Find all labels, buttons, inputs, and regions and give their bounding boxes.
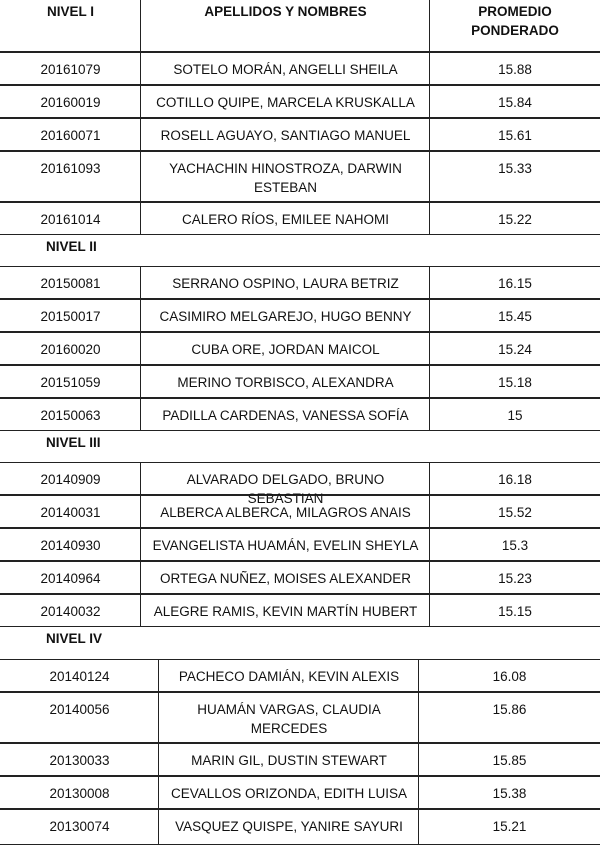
student-average: 16.15 [429,266,600,299]
student-code: 20130074 [0,809,159,845]
level-heading [0,627,600,659]
student-name: HUAMÁN VARGAS, CLAUDIA MERCEDES [158,692,419,743]
student-name: ROSELL AGUAYO, SANTIAGO MANUEL [140,118,430,151]
table-row [0,495,600,528]
table-row [0,528,600,561]
student-name: CEVALLOS ORIZONDA, EDITH LUISA [158,776,419,809]
student-average: 15.18 [429,365,600,398]
student-average: 15.33 [429,151,600,202]
student-name: PADILLA CARDENAS, VANESSA SOFÍA [140,398,430,431]
student-name: CUBA ORE, JORDAN MAICOL [140,332,430,365]
table-row [0,809,600,845]
student-name: ALBERCA ALBERCA, MILAGROS ANAIS [140,495,430,528]
student-name: CALERO RÍOS, EMILEE NAHOMI [140,202,430,235]
table-row [0,561,600,594]
table-row [0,266,600,299]
table-row [0,398,600,431]
student-code: 20150063 [0,398,141,431]
level-title: NIVEL II [46,239,97,254]
student-code: 20161093 [0,151,141,202]
student-name: SERRANO OSPINO, LAURA BETRIZ [140,266,430,299]
student-code: 20140032 [0,594,141,627]
student-code: 20160019 [0,85,141,118]
student-average: 16.08 [418,659,600,692]
student-code: 20161014 [0,202,141,235]
table-row [0,202,600,235]
header-names-label: APELLIDOS Y NOMBRES [140,0,430,52]
student-average: 15.23 [429,561,600,594]
student-average: 15.84 [429,85,600,118]
student-average: 15.38 [418,776,600,809]
student-code: 20160020 [0,332,141,365]
student-average: 15.3 [429,528,600,561]
student-code: 20140909 [0,462,141,495]
student-code: 20160071 [0,118,141,151]
student-name: COTILLO QUIPE, MARCELA KRUSKALLA [140,85,430,118]
level-title: NIVEL IV [46,631,103,646]
student-average: 15.86 [418,692,600,743]
student-average: 16.18 [429,462,600,495]
student-average: 15.24 [429,332,600,365]
student-name: MERINO TORBISCO, ALEXANDRA [140,365,430,398]
table-row [0,594,600,627]
student-name: SOTELO MORÁN, ANGELLI SHEILA [140,52,430,85]
student-code: 20140964 [0,561,141,594]
student-code: 20150017 [0,299,141,332]
table-header [0,0,600,52]
table-row [0,365,600,398]
student-average: 15.52 [429,495,600,528]
table-row [0,743,600,776]
level-heading [0,431,600,462]
student-name: VASQUEZ QUISPE, YANIRE SAYURI [158,809,419,845]
student-code: 20130008 [0,776,159,809]
table-row [0,52,600,85]
level-heading [0,235,600,266]
student-code: 20161079 [0,52,141,85]
table-row [0,85,600,118]
student-average: 15.85 [418,743,600,776]
student-code: 20151059 [0,365,141,398]
student-average: 15.21 [418,809,600,845]
student-name: ALEGRE RAMIS, KEVIN MARTÍN HUBERT [140,594,430,627]
student-name: ORTEGA NUÑEZ, MOISES ALEXANDER [140,561,430,594]
student-code: 20140124 [0,659,159,692]
student-code: 20150081 [0,266,141,299]
student-name: CASIMIRO MELGAREJO, HUGO BENNY [140,299,430,332]
student-average: 15 [429,398,600,431]
table-row [0,692,600,743]
table-row [0,332,600,365]
student-average: 15.22 [429,202,600,235]
student-name: MARIN GIL, DUSTIN STEWART [158,743,419,776]
student-average: 15.61 [429,118,600,151]
header-level-label: NIVEL I [0,0,141,52]
level-title: NIVEL III [46,435,101,450]
student-average: 15.88 [429,52,600,85]
student-code: 20140930 [0,528,141,561]
student-code: 20130033 [0,743,159,776]
student-code: 20140031 [0,495,141,528]
table-row [0,462,600,506]
student-name: PACHECO DAMIÁN, KEVIN ALEXIS [158,659,419,692]
table-row [0,118,600,151]
table-row [0,299,600,332]
table-row [0,151,600,202]
student-code: 20140056 [0,692,159,743]
student-average: 15.45 [429,299,600,332]
student-name: ALVARADO DELGADO, BRUNO SEBASTIAN [140,462,430,495]
table-row [0,776,600,809]
student-name: YACHACHIN HINOSTROZA, DARWIN ESTEBAN [140,151,430,202]
student-average: 15.15 [429,594,600,627]
student-name: EVANGELISTA HUAMÁN, EVELIN SHEYLA [140,528,430,561]
table-row [0,659,600,692]
header-average-label: PROMEDIO PONDERADO [429,0,600,52]
